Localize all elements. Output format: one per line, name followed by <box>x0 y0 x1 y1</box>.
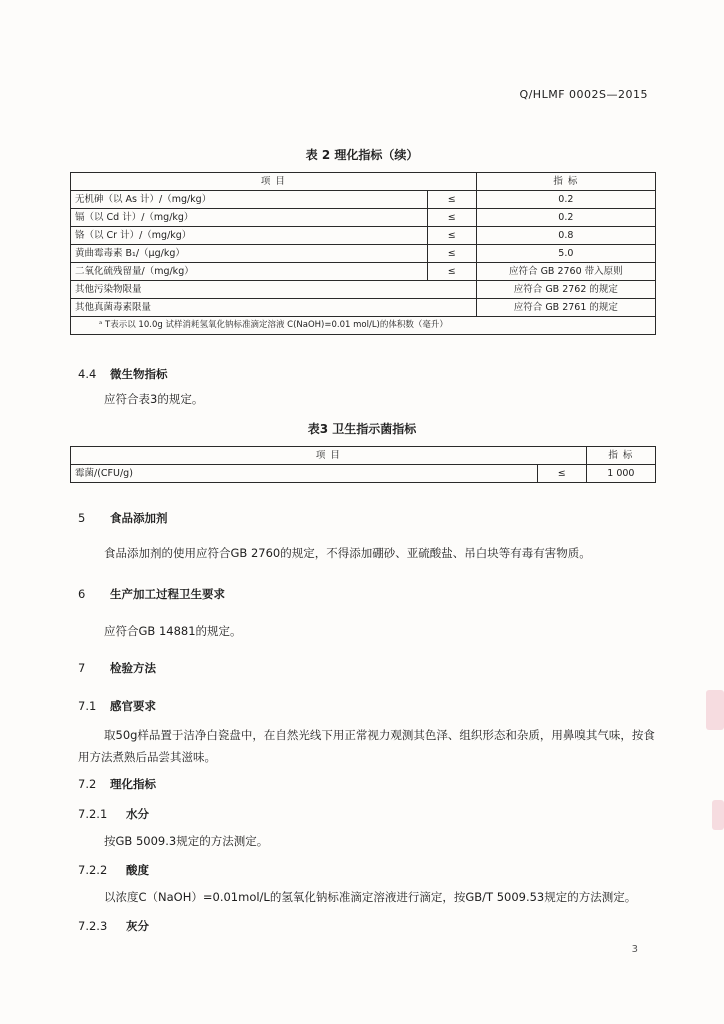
table-cell-symbol: ≤ <box>537 465 586 483</box>
section-7-2-1-heading <box>78 806 149 822</box>
seal-fragment-mark <box>706 690 724 730</box>
table2-footnote: ᵃ T表示以 10.0g 试样消耗氢氧化钠标准滴定溶液 C(NaOH)=0.01 mol/L)的体积数（毫升） <box>71 317 656 335</box>
section-title: 理化指标 <box>110 777 157 791</box>
section-title: 微生物指标 <box>110 367 168 381</box>
section-7-2-3-heading <box>78 918 149 934</box>
table2-col-value: 指 标 <box>476 173 655 191</box>
table-cell-item: 霉菌/(CFU/g) <box>71 465 538 483</box>
table-cell-value: 5.0 <box>476 245 655 263</box>
section-title: 水分 <box>126 807 150 821</box>
section-number: 7.2.2 <box>78 863 108 877</box>
table-cell-symbol: ≤ <box>427 191 476 209</box>
table-cell-value: 0.2 <box>476 209 655 227</box>
section-title: 检验方法 <box>110 661 157 675</box>
table-cell-symbol: ≤ <box>427 227 476 245</box>
table-cell-value: 0.8 <box>476 227 655 245</box>
section-number: 7 <box>78 661 86 675</box>
table2-header-row <box>71 173 656 191</box>
table-cell-value: 应符合 GB 2760 带入原则 <box>476 263 655 281</box>
standard-code: Q/HLMF 0002S—2015 <box>519 88 648 101</box>
section-number: 4.4 <box>78 367 97 381</box>
section-7-1-heading <box>78 698 156 714</box>
table3-caption: 表3 卫生指示菌指标 <box>307 422 417 436</box>
section-number: 7.2.3 <box>78 919 108 933</box>
seal-fragment-mark <box>712 800 724 830</box>
table-row <box>71 191 656 209</box>
section-title: 酸度 <box>126 863 150 877</box>
page-number: 3 <box>631 944 638 955</box>
table-cell-value: 0.2 <box>476 191 655 209</box>
section-5-heading <box>78 510 168 526</box>
section-7-2-2-text: 以浓度C（NaOH）=0.01mol/L的氢氧化钠标准滴定溶液进行滴定，按GB/T 5009.53规定的方法测定。 <box>104 890 637 904</box>
table-cell-item: 其他真菌毒素限量 <box>71 299 477 317</box>
table-cell-item: 铬（以 Cr 计）/（mg/kg） <box>71 227 428 245</box>
section-7-2-heading <box>78 776 156 792</box>
section-title: 生产加工过程卫生要求 <box>110 587 226 601</box>
table3-header-row <box>71 447 656 465</box>
section-4-4-heading <box>78 366 168 382</box>
section-7-2-2-heading <box>78 862 149 878</box>
table-row <box>71 281 656 299</box>
table-row <box>71 299 656 317</box>
table2-col-item: 项 目 <box>71 173 477 191</box>
table-cell-symbol: ≤ <box>427 209 476 227</box>
section-5-text: 食品添加剂的使用应符合GB 2760的规定，不得添加硼砂、亚硫酸盐、吊白块等有毒有害物质。 <box>104 546 591 560</box>
table2-footnote-row <box>71 317 656 335</box>
table-cell-symbol: ≤ <box>427 245 476 263</box>
table-cell-item: 其他污染物限量 <box>71 281 477 299</box>
section-7-2-1-text: 按GB 5009.3规定的方法测定。 <box>104 834 269 848</box>
section-number: 7.2 <box>78 777 97 791</box>
section-number: 6 <box>78 587 86 601</box>
table-row <box>71 209 656 227</box>
section-title: 灰分 <box>126 919 150 933</box>
section-number: 5 <box>78 511 86 525</box>
table3 <box>70 446 656 483</box>
table-cell-symbol: ≤ <box>427 263 476 281</box>
table-cell-value: 1 000 <box>586 465 655 483</box>
table-cell-item: 镉（以 Cd 计）/（mg/kg） <box>71 209 428 227</box>
table-cell-item: 无机砷（以 As 计）/（mg/kg） <box>71 191 428 209</box>
table-cell-value: 应符合 GB 2761 的规定 <box>476 299 655 317</box>
table2 <box>70 172 656 335</box>
table2-caption: 表 2 理化指标（续） <box>305 148 419 162</box>
section-7-1-text: 取50g样品置于洁净白瓷盘中，在自然光线下用正常视力观测其色泽、组织形态和杂质，用鼻嗅其气味，按食用方法煮熟后品尝其滋味。 <box>78 728 655 764</box>
table-cell-item: 黄曲霉毒素 B₁/（μg/kg） <box>71 245 428 263</box>
table3-col-item: 项 目 <box>71 447 587 465</box>
section-7-heading <box>78 660 156 676</box>
section-number: 7.1 <box>78 699 97 713</box>
table-cell-item: 二氧化硫残留量/（mg/kg） <box>71 263 428 281</box>
table-row <box>71 263 656 281</box>
section-6-heading <box>78 586 225 602</box>
table-cell-value: 应符合 GB 2762 的规定 <box>476 281 655 299</box>
section-title: 感官要求 <box>110 699 157 713</box>
section-4-4-text: 应符合表3的规定。 <box>104 392 204 406</box>
table-row <box>71 227 656 245</box>
table-row <box>71 465 656 483</box>
section-title: 食品添加剂 <box>110 511 168 525</box>
table3-col-value: 指 标 <box>586 447 655 465</box>
section-6-text: 应符合GB 14881的规定。 <box>104 624 242 638</box>
table-row <box>71 245 656 263</box>
section-number: 7.2.1 <box>78 807 108 821</box>
